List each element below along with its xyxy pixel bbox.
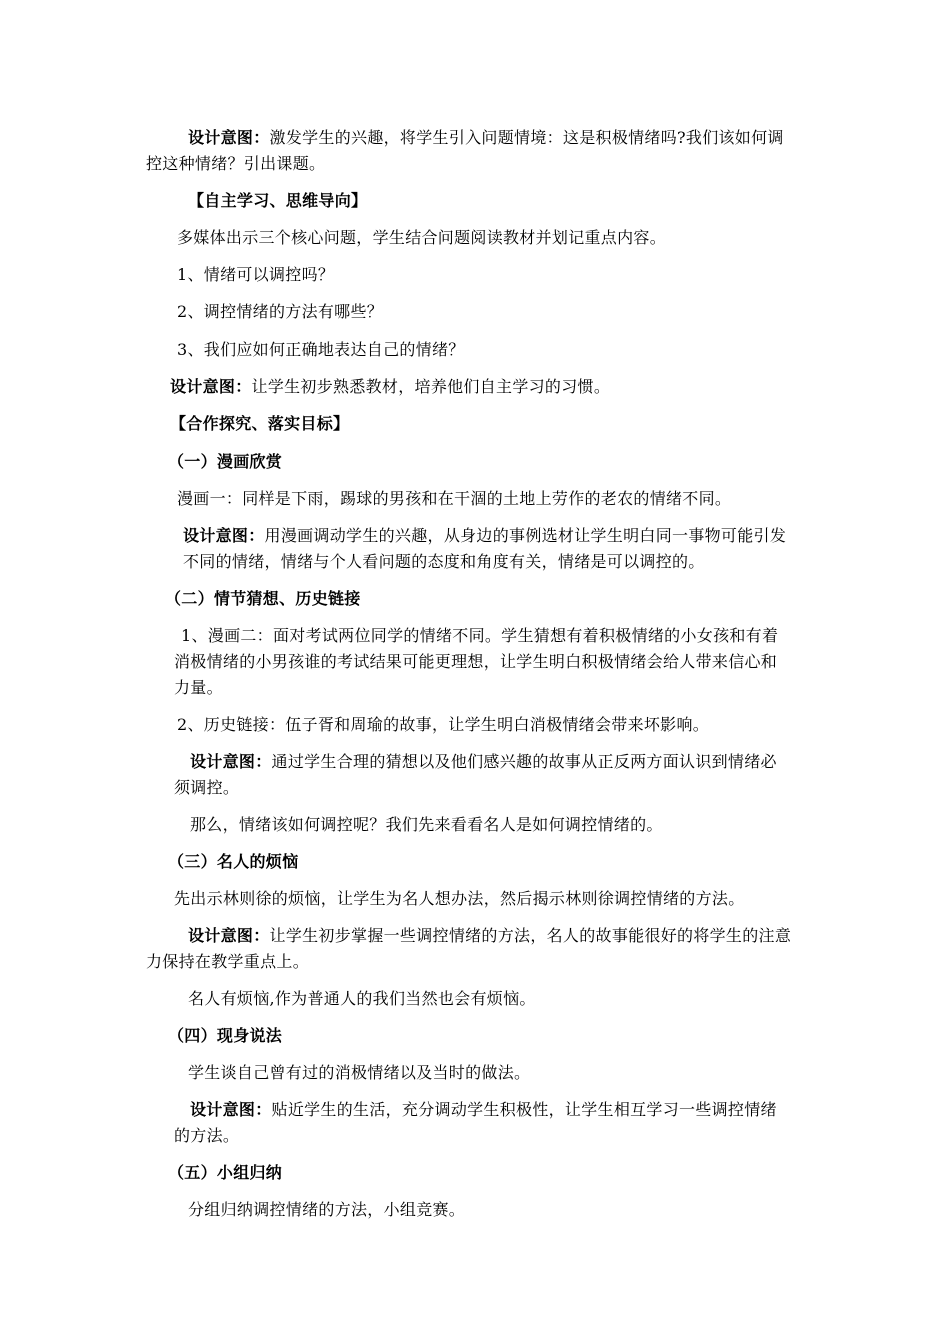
intent-text: 用漫画调动学生的兴趣，从身边的事例选材让学生明白同一事物可能引发	[264, 526, 787, 545]
question-item-3: 3、我们应如何正确地表达自己的情绪？	[177, 340, 465, 359]
intent-text: 激发学生的兴趣，将学生引入问题情境：这是积极情绪吗?我们该如何调	[269, 128, 784, 147]
paragraph-intent-5-line-1	[188, 924, 791, 948]
paragraph-comic-two-line-2: 消极情绪的小男孩谁的考试结果可能更理想，让学生明白积极情绪会给人带来信心和	[174, 652, 778, 671]
paragraph-intent-3-line-2: 不同的情绪，情绪与个人看问题的态度和角度有关，情绪是可以调控的。	[183, 552, 705, 571]
paragraph-intent-3-line-1	[183, 524, 786, 548]
subheading-personal-story: （四）现身说法	[168, 1026, 283, 1045]
intent-text: 让学生初步熟悉教材，培养他们自主学习的习惯。	[251, 377, 611, 396]
question-item-1: 1、情绪可以调控吗？	[177, 265, 335, 284]
paragraph-intent-4-line-1	[190, 750, 777, 774]
paragraph-intent-6-line-2: 的方法。	[174, 1126, 240, 1145]
subheading-group-summary: （五）小组归纳	[168, 1163, 283, 1182]
paragraph-comic-one: 漫画一：同样是下雨，踢球的男孩和在干涸的土地上劳作的老农的情绪不同。	[177, 489, 732, 508]
section-heading-self-study: 【自主学习、思维导向】	[188, 191, 368, 210]
intent-text: 通过学生合理的猜想以及他们感兴趣的故事从正反两方面认识到情绪必	[271, 752, 777, 771]
intent-label: 设计意图：	[188, 926, 270, 945]
intent-text: 贴近学生的生活，充分调动学生积极性，让学生相互学习一些调控情绪	[271, 1100, 777, 1119]
subheading-comic-appreciation: （一）漫画欣赏	[168, 452, 283, 471]
paragraph-comic-two-line-3: 力量。	[174, 678, 223, 697]
paragraph-history-link: 2、历史链接：伍子胥和周瑜的故事，让学生明白消极情绪会带来坏影响。	[177, 715, 710, 734]
paragraph-transition: 那么，情绪该如何调控呢？我们先来看看名人是如何调控情绪的。	[190, 815, 663, 834]
intent-label: 设计意图：	[170, 377, 252, 396]
subheading-plot-guess: （二）情节猜想、历史链接	[165, 589, 361, 608]
section-heading-cooperation: 【合作探究、落实目标】	[170, 414, 350, 433]
paragraph-intent-2	[170, 375, 610, 399]
paragraph-comic-two-line-1: 1、漫画二：面对考试两位同学的情绪不同。学生猜想有着积极情绪的小女孩和有着	[181, 626, 779, 645]
paragraph-ordinary-people: 名人有烦恼,作为普通人的我们当然也会有烦恼。	[188, 989, 536, 1008]
paragraph-multimedia: 多媒体出示三个核心问题，学生结合问题阅读教材并划记重点内容。	[177, 228, 667, 247]
paragraph-lin-zexu: 先出示林则徐的烦恼，让学生为名人想办法，然后揭示林则徐调控情绪的方法。	[174, 889, 745, 908]
paragraph-intent-6-line-1	[190, 1098, 777, 1122]
paragraph-intent-1-line-1	[188, 126, 784, 150]
paragraph-students-talk: 学生谈自己曾有过的消极情绪以及当时的做法。	[188, 1063, 531, 1082]
intent-label: 设计意图：	[190, 752, 272, 771]
paragraph-intent-5-line-2: 力保持在教学重点上。	[146, 952, 310, 971]
intent-label: 设计意图：	[190, 1100, 272, 1119]
paragraph-intent-4-line-2: 须调控。	[174, 778, 240, 797]
subheading-celebrity-trouble: （三）名人的烦恼	[168, 852, 299, 871]
paragraph-group-competition: 分组归纳调控情绪的方法，小组竞赛。	[188, 1200, 466, 1219]
intent-label: 设计意图：	[188, 128, 270, 147]
intent-label: 设计意图：	[183, 526, 265, 545]
question-item-2: 2、调控情绪的方法有哪些？	[177, 302, 384, 321]
intent-text: 让学生初步掌握一些调控情绪的方法，名人的故事能很好的将学生的注意	[269, 926, 792, 945]
paragraph-intent-1-line-2: 控这种情绪？引出课题。	[146, 154, 326, 173]
